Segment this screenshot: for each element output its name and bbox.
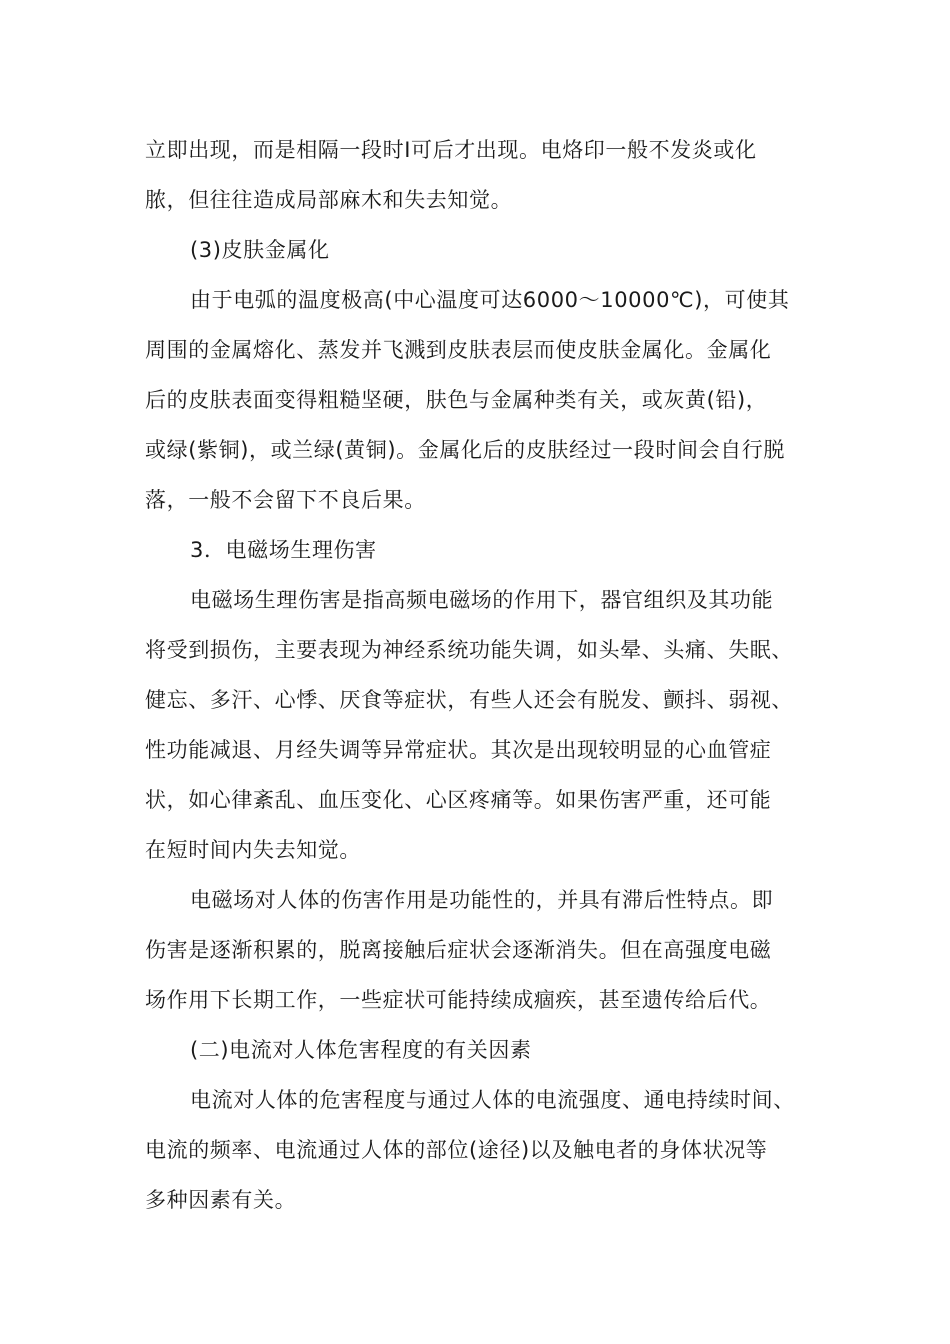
paragraph-line: 脓，但往往造成局部麻木和失去知觉。 bbox=[145, 188, 513, 212]
paragraph-line: 健忘、多汗、心悸、厌食等症状，有些人还会有脱发、颤抖、弱视、 bbox=[145, 688, 793, 712]
paragraph-line: 场作用下长期工作，一些症状可能持续成痼疾，甚至遗传给后代。 bbox=[145, 988, 772, 1012]
document-page bbox=[0, 125, 950, 1225]
paragraph-line: 电流对人体的危害程度与通过人体的电流强度、通电持续时间、 bbox=[190, 1088, 795, 1112]
paragraph-line: 或绿(紫铜)，或兰绿(黄铜)。金属化后的皮肤经过一段时间会自行脱 bbox=[145, 438, 785, 462]
paragraph-line: 后的皮肤表面变得粗糙坚硬，肤色与金属种类有关，或灰黄(铅)， bbox=[145, 388, 768, 412]
paragraph-line: 由于电弧的温度极高(中心温度可达6000～10000℃)，可使其 bbox=[190, 288, 790, 312]
paragraph-line: 电磁场对人体的伤害作用是功能性的，并具有滞后性特点。即 bbox=[190, 888, 774, 912]
paragraph-line: 状，如心律紊乱、血压变化、心区疼痛等。如果伤害严重，还可能 bbox=[145, 788, 772, 812]
paragraph-line: 将受到损伤，主要表现为神经系统功能失调，如头晕、头痛、失眠、 bbox=[145, 638, 793, 662]
section-heading: 3．电磁场生理伤害 bbox=[190, 538, 377, 562]
paragraph-line: 落，一般不会留下不良后果。 bbox=[145, 488, 426, 512]
paragraph-line: 性功能减退、月经失调等异常症状。其次是出现较明显的心血管症 bbox=[145, 738, 772, 762]
section-heading: (3)皮肤金属化 bbox=[190, 238, 330, 262]
paragraph-line: 电流的频率、电流通过人体的部位(途径)以及触电者的身体状况等 bbox=[145, 1138, 768, 1162]
paragraph-line: 周围的金属熔化、蒸发并飞溅到皮肤表层而使皮肤金属化。金属化 bbox=[145, 338, 772, 362]
paragraph-line: 伤害是逐渐积累的，脱离接触后症状会逐渐消失。但在高强度电磁 bbox=[145, 938, 772, 962]
paragraph-line: 在短时间内失去知觉。 bbox=[145, 838, 361, 862]
paragraph-line: 电磁场生理伤害是指高频电磁场的作用下，器官组织及其功能 bbox=[190, 588, 774, 612]
section-heading: (二)电流对人体危害程度的有关因素 bbox=[190, 1038, 532, 1062]
paragraph-line: 多种因素有关。 bbox=[145, 1188, 297, 1212]
paragraph-line: 立即出现，而是相隔一段时I可后才出现。电烙印一般不发炎或化 bbox=[145, 138, 757, 162]
